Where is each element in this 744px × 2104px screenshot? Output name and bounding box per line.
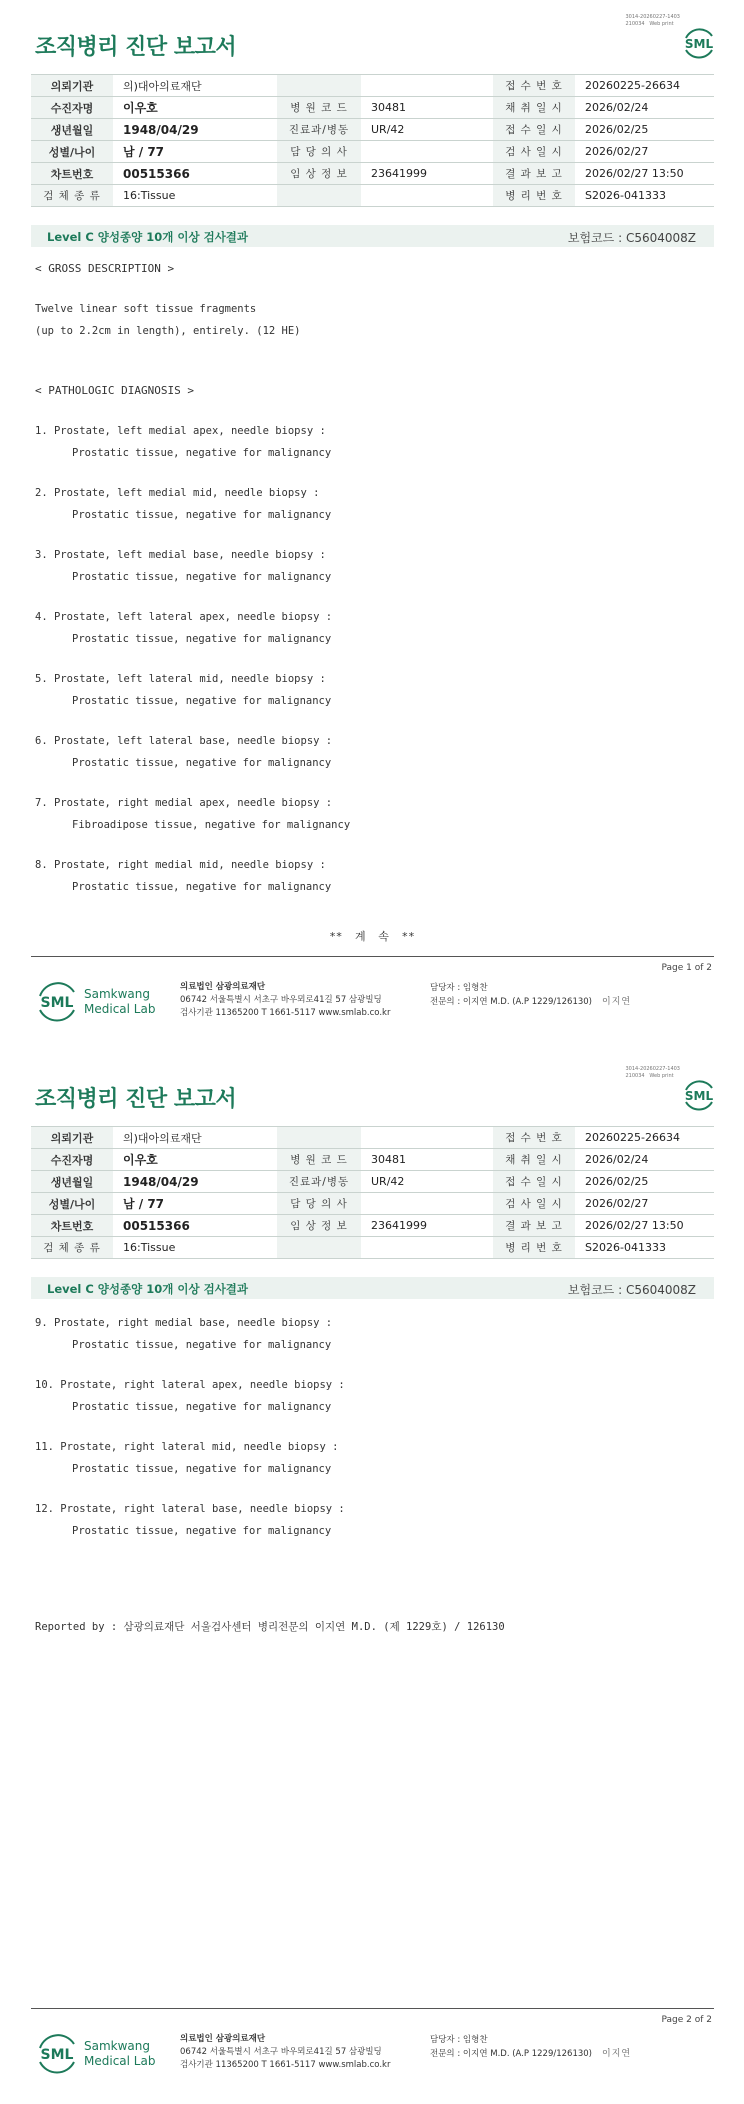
info-value: S2026-041333 — [575, 185, 714, 207]
info-value: 30481 — [361, 97, 493, 119]
info-label: 수진자명 — [31, 1149, 113, 1171]
svg-text:Medical Lab: Medical Lab — [84, 1002, 156, 1016]
info-label: 채 취 일 시 — [493, 1149, 575, 1171]
diagnosis-site: 9. Prostate, right medial base, needle biopsy : — [35, 1317, 333, 1329]
info-label: 검 사 일 시 — [493, 1193, 575, 1215]
info-label: 병 원 코 드 — [277, 97, 361, 119]
info-value: 23641999 — [361, 163, 493, 185]
diagnosis-heading: < PATHOLOGIC DIAGNOSIS > — [35, 384, 194, 397]
gross-heading: < GROSS DESCRIPTION > — [35, 262, 175, 275]
info-label — [277, 75, 361, 97]
info-row — [31, 119, 714, 141]
info-label: 생년월일 — [31, 1171, 113, 1193]
samkwang-logo-icon — [36, 978, 186, 1024]
signature: 이지연 — [602, 997, 632, 1007]
footer-staff-info: 담당자 : 임형찬 전문의 : 이지연 M.D. (A.P 1229/126130) 이지연 — [430, 2035, 632, 2059]
info-value — [361, 1237, 493, 1259]
info-value: 의)대아의료재단 — [113, 75, 277, 97]
info-value: 20260225-26634 — [575, 1127, 714, 1149]
info-value: 00515366 — [113, 163, 277, 185]
diagnosis-result: Prostatic tissue, negative for malignancy — [72, 757, 332, 769]
diagnosis-site: 1. Prostate, left medial apex, needle biopsy : — [35, 425, 326, 437]
info-label: 병 원 코 드 — [277, 1149, 361, 1171]
diagnosis-site: 3. Prostate, left medial base, needle biopsy : — [35, 549, 326, 561]
info-label: 생년월일 — [31, 119, 113, 141]
page-number: Page 2 of 2 — [661, 2015, 712, 2025]
info-label: 임 상 정 보 — [277, 163, 361, 185]
report-title: 조직병리 진단 보고서 — [35, 35, 237, 60]
info-value: UR/42 — [361, 1171, 493, 1193]
info-label: 채 취 일 시 — [493, 97, 575, 119]
info-value: 이우호 — [113, 1149, 277, 1171]
reported-by: Reported by : 삼광의료재단 서울검사센터 병리전문의 이지연 M.D. (제 1229호) / 126130 — [35, 1621, 505, 1633]
info-label: 임 상 정 보 — [277, 1215, 361, 1237]
diagnosis-result: Prostatic tissue, negative for malignancy — [72, 1463, 332, 1475]
test-level-label: Level C 양성종양 10개 이상 검사결과 — [47, 1282, 249, 1296]
diagnosis-result: Prostatic tissue, negative for malignancy — [72, 1339, 332, 1351]
info-value: 2026/02/27 — [575, 1193, 714, 1215]
info-row — [31, 163, 714, 185]
print-meta: 3014-20260227-1403 210034 Web print — [625, 1066, 680, 1079]
diagnosis-site: 10. Prostate, right lateral apex, needle biopsy : — [35, 1379, 345, 1391]
diagnosis-site: 8. Prostate, right medial mid, needle biopsy : — [35, 859, 326, 871]
svg-text:Medical Lab: Medical Lab — [84, 2054, 156, 2068]
info-label: 병 리 번 호 — [493, 185, 575, 207]
svg-text:SML: SML — [684, 37, 714, 51]
info-label: 수진자명 — [31, 97, 113, 119]
info-label: 접 수 일 시 — [493, 119, 575, 141]
diagnosis-result: Prostatic tissue, negative for malignancy — [72, 881, 332, 893]
diagnosis-site: 7. Prostate, right medial apex, needle biopsy : — [35, 797, 333, 809]
info-value: 2026/02/27 — [575, 141, 714, 163]
info-value: 남 / 77 — [113, 1193, 277, 1215]
patient-info-table — [31, 1126, 714, 1259]
diagnosis-result: Prostatic tissue, negative for malignancy — [72, 633, 332, 645]
info-label: 담 당 의 사 — [277, 141, 361, 163]
info-label: 의뢰기관 — [31, 1127, 113, 1149]
info-value: 2026/02/27 13:50 — [575, 1215, 714, 1237]
diagnosis-site: 6. Prostate, left lateral base, needle biopsy : — [35, 735, 333, 747]
info-value: 00515366 — [113, 1215, 277, 1237]
patient-info-body — [31, 75, 714, 207]
info-label: 검 체 종 류 — [31, 185, 113, 207]
info-value: 20260225-26634 — [575, 75, 714, 97]
insurance-code: 보험코드 : C5604008Z — [567, 231, 696, 245]
info-label: 성별/나이 — [31, 1193, 113, 1215]
info-label — [277, 1127, 361, 1149]
footer-divider — [31, 2008, 714, 2009]
info-value: 16:Tissue — [113, 1237, 277, 1259]
patient-info-body — [31, 1127, 714, 1259]
info-value: 1948/04/29 — [113, 119, 277, 141]
info-label: 검 사 일 시 — [493, 141, 575, 163]
diagnosis-result: Prostatic tissue, negative for malignancy — [72, 695, 332, 707]
info-row — [31, 97, 714, 119]
info-label: 진료과/병동 — [277, 1171, 361, 1193]
svg-text:SML: SML — [40, 2047, 74, 2063]
info-row — [31, 1149, 714, 1171]
info-value: UR/42 — [361, 119, 493, 141]
info-row — [31, 1237, 714, 1259]
info-value: 2026/02/25 — [575, 1171, 714, 1193]
info-label: 차트번호 — [31, 1215, 113, 1237]
info-value: 23641999 — [361, 1215, 493, 1237]
svg-text:SML: SML — [684, 1089, 714, 1103]
info-label: 성별/나이 — [31, 141, 113, 163]
info-value: S2026-041333 — [575, 1237, 714, 1259]
info-label: 접 수 번 호 — [493, 1127, 575, 1149]
diagnosis-site: 2. Prostate, left medial mid, needle biopsy : — [35, 487, 320, 499]
info-value: 남 / 77 — [113, 141, 277, 163]
continued-note: ** 계 속 ** — [329, 930, 415, 943]
signature: 이지연 — [602, 2049, 632, 2059]
info-value — [361, 141, 493, 163]
report-page-2 — [0, 1052, 744, 2104]
info-value — [361, 75, 493, 97]
info-label: 진료과/병동 — [277, 119, 361, 141]
info-value — [361, 185, 493, 207]
diagnosis-result: Prostatic tissue, negative for malignancy — [72, 509, 332, 521]
gross-line-2: (up to 2.2cm in length), entirely. (12 HE) — [35, 325, 301, 337]
info-label: 결 과 보 고 — [493, 1215, 575, 1237]
insurance-code: 보험코드 : C5604008Z — [567, 1283, 696, 1297]
diagnosis-result: Prostatic tissue, negative for malignancy — [72, 1401, 332, 1413]
diagnosis-site: 12. Prostate, right lateral base, needle biopsy : — [35, 1503, 345, 1515]
info-value: 30481 — [361, 1149, 493, 1171]
info-label — [277, 1237, 361, 1259]
info-row — [31, 75, 714, 97]
info-value: 2026/02/24 — [575, 97, 714, 119]
test-result-band — [31, 1277, 714, 1299]
gross-line-1: Twelve linear soft tissue fragments — [35, 303, 257, 315]
footer-org-info: 의료법인 삼광의료재단 06742 서울특별시 서초구 바우뫼로41길 57 삼광빌딩 검사기관 11365200 T 1661-5117 www.smlab.co.kr — [180, 2034, 391, 2070]
info-row — [31, 141, 714, 163]
info-label: 결 과 보 고 — [493, 163, 575, 185]
info-value: 의)대아의료재단 — [113, 1127, 277, 1149]
info-value — [361, 1193, 493, 1215]
info-label: 접 수 번 호 — [493, 75, 575, 97]
samkwang-logo-icon — [36, 2030, 186, 2076]
print-meta: 3014-20260227-1403 210034 Web print — [625, 14, 680, 27]
sml-logo-icon — [680, 1078, 718, 1112]
footer-org-info: 의료법인 삼광의료재단 06742 서울특별시 서초구 바우뫼로41길 57 삼광빌딩 검사기관 11365200 T 1661-5117 www.smlab.co.kr — [180, 982, 391, 1018]
diagnosis-site: 4. Prostate, left lateral apex, needle biopsy : — [35, 611, 333, 623]
info-value: 이우호 — [113, 97, 277, 119]
info-value: 16:Tissue — [113, 185, 277, 207]
info-row — [31, 1171, 714, 1193]
info-row — [31, 185, 714, 207]
diagnosis-result: Prostatic tissue, negative for malignancy — [72, 571, 332, 583]
info-row — [31, 1193, 714, 1215]
page-number: Page 1 of 2 — [661, 963, 712, 973]
svg-text:Samkwang: Samkwang — [84, 987, 150, 1001]
info-label: 담 당 의 사 — [277, 1193, 361, 1215]
diagnosis-result: Fibroadipose tissue, negative for malignancy — [72, 819, 351, 831]
svg-text:Samkwang: Samkwang — [84, 2039, 150, 2053]
info-value: 1948/04/29 — [113, 1171, 277, 1193]
footer-divider — [31, 956, 714, 957]
sml-logo-icon — [680, 26, 718, 60]
info-label: 접 수 일 시 — [493, 1171, 575, 1193]
diagnosis-site: 5. Prostate, left lateral mid, needle biopsy : — [35, 673, 326, 685]
svg-text:SML: SML — [40, 995, 74, 1011]
report-title: 조직병리 진단 보고서 — [35, 1087, 237, 1112]
info-value: 2026/02/27 13:50 — [575, 163, 714, 185]
footer-staff-info: 담당자 : 임형찬 전문의 : 이지연 M.D. (A.P 1229/126130) 이지연 — [430, 983, 632, 1007]
diagnosis-result: Prostatic tissue, negative for malignancy — [72, 1525, 332, 1537]
info-value: 2026/02/24 — [575, 1149, 714, 1171]
info-label — [277, 185, 361, 207]
diagnosis-result: Prostatic tissue, negative for malignancy — [72, 447, 332, 459]
info-label: 검 체 종 류 — [31, 1237, 113, 1259]
info-label: 의뢰기관 — [31, 75, 113, 97]
test-result-band — [31, 225, 714, 247]
info-label: 병 리 번 호 — [493, 1237, 575, 1259]
info-value — [361, 1127, 493, 1149]
info-row — [31, 1127, 714, 1149]
patient-info-table — [31, 74, 714, 207]
info-value: 2026/02/25 — [575, 119, 714, 141]
test-level-label: Level C 양성종양 10개 이상 검사결과 — [47, 230, 249, 244]
info-row — [31, 1215, 714, 1237]
diagnosis-site: 11. Prostate, right lateral mid, needle biopsy : — [35, 1441, 339, 1453]
info-label: 차트번호 — [31, 163, 113, 185]
